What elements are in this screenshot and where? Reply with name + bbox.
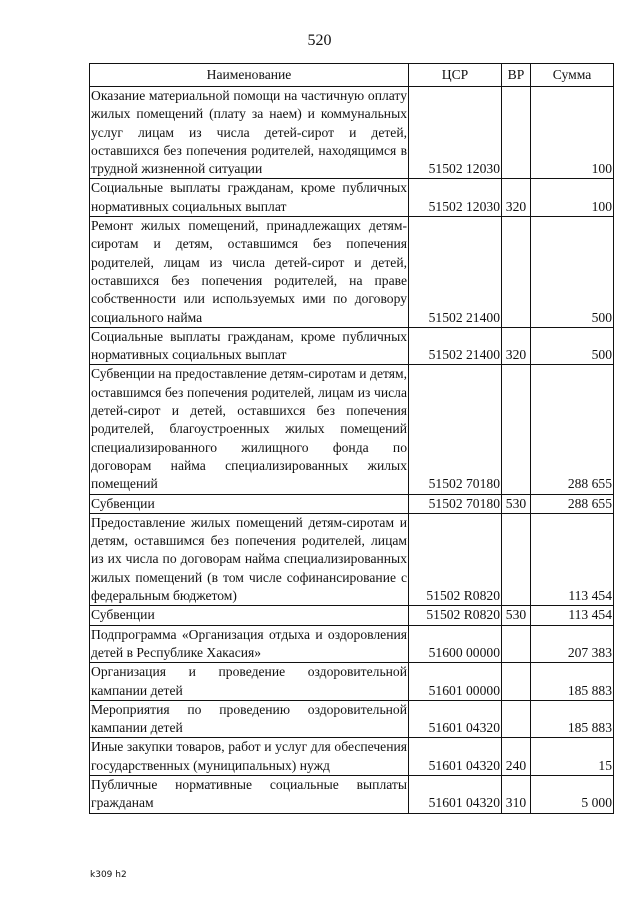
row-vr: 320 <box>502 327 531 365</box>
row-csr: 51600 00000 <box>409 625 502 663</box>
row-csr: 51502 R0820 <box>409 513 502 605</box>
row-vr <box>502 700 531 738</box>
row-vr: 530 <box>502 606 531 625</box>
table-row <box>90 365 614 494</box>
row-csr: 51601 00000 <box>409 663 502 701</box>
row-vr <box>502 217 531 328</box>
table-row <box>90 513 614 605</box>
table-header-row <box>90 64 614 87</box>
row-sum: 100 <box>531 179 614 217</box>
row-csr: 51601 04320 <box>409 738 502 776</box>
row-vr: 310 <box>502 775 531 813</box>
row-vr: 240 <box>502 738 531 776</box>
row-vr <box>502 663 531 701</box>
row-name: Социальные выплаты гражданам, кроме публичных нормативных социальных выплат <box>90 327 409 365</box>
row-sum: 113 454 <box>531 513 614 605</box>
row-csr: 51601 04320 <box>409 775 502 813</box>
row-csr: 51502 70180 <box>409 494 502 513</box>
row-sum: 207 383 <box>531 625 614 663</box>
header-vr: ВР <box>502 64 531 87</box>
row-csr: 51502 21400 <box>409 327 502 365</box>
table-row <box>90 87 614 179</box>
row-vr <box>502 513 531 605</box>
table-row <box>90 738 614 776</box>
header-csr: ЦСР <box>409 64 502 87</box>
row-name: Оказание материальной помощи на частичную оплату жилых помещений (плату за наем) и коммунальных услуг лицам из числа детей-сирот и детей, оставшихся без попечения родителей, находящимся в трудной жизненной ситуации <box>90 87 409 179</box>
row-name: Субвенции <box>90 606 409 625</box>
row-csr: 51502 12030 <box>409 87 502 179</box>
budget-table <box>89 63 614 814</box>
row-csr: 51502 21400 <box>409 217 502 328</box>
table-row <box>90 179 614 217</box>
row-sum: 100 <box>531 87 614 179</box>
row-sum: 5 000 <box>531 775 614 813</box>
row-name: Организация и проведение оздоровительной кампании детей <box>90 663 409 701</box>
table-row <box>90 494 614 513</box>
row-sum: 500 <box>531 217 614 328</box>
row-sum: 185 883 <box>531 700 614 738</box>
header-sum: Сумма <box>531 64 614 87</box>
row-sum: 185 883 <box>531 663 614 701</box>
table-row <box>90 700 614 738</box>
row-vr: 320 <box>502 179 531 217</box>
header-name: Наименование <box>90 64 409 87</box>
row-name: Иные закупки товаров, работ и услуг для обеспечения государственных (муниципальных) нужд <box>90 738 409 776</box>
row-sum: 113 454 <box>531 606 614 625</box>
row-vr <box>502 365 531 494</box>
row-name: Социальные выплаты гражданам, кроме публичных нормативных социальных выплат <box>90 179 409 217</box>
row-vr <box>502 87 531 179</box>
table-row <box>90 217 614 328</box>
row-name: Подпрограмма «Организация отдыха и оздоровления детей в Республике Хакасия» <box>90 625 409 663</box>
table-row <box>90 625 614 663</box>
row-name: Ремонт жилых помещений, принадлежащих детям-сиротам и детям, оставшимся без попечения родителей, лицам из числа детей-сирот и детей, оставшихся без попечения родителей, на праве собственности или используемых ими по договору социального найма <box>90 217 409 328</box>
table-row <box>90 663 614 701</box>
row-csr: 51502 12030 <box>409 179 502 217</box>
row-name: Предоставление жилых помещений детям-сиротам и детям, оставшимся без попечения родителей, лицам из их числа по договорам найма специализированных жилых помещений (в том числе софинансирование с федеральным бюджетом) <box>90 513 409 605</box>
row-name: Субвенции <box>90 494 409 513</box>
row-csr: 51502 70180 <box>409 365 502 494</box>
row-vr <box>502 625 531 663</box>
row-name: Субвенции на предоставление детям-сиротам и детям, оставшимся без попечения родителей, лицам из числа детей-сирот и детей, оставшихся без попечения родителей, благоустроенных жилых помещений специализированного жилищного фонда по договорам найма специализированных жилых помещений <box>90 365 409 494</box>
page-number: 520 <box>307 32 332 49</box>
row-name: Мероприятия по проведению оздоровительной кампании детей <box>90 700 409 738</box>
row-csr: 51502 R0820 <box>409 606 502 625</box>
row-sum: 288 655 <box>531 494 614 513</box>
row-vr: 530 <box>502 494 531 513</box>
row-sum: 500 <box>531 327 614 365</box>
table-row <box>90 775 614 813</box>
table-row <box>90 606 614 625</box>
row-name: Публичные нормативные социальные выплаты гражданам <box>90 775 409 813</box>
row-sum: 15 <box>531 738 614 776</box>
row-sum: 288 655 <box>531 365 614 494</box>
row-csr: 51601 04320 <box>409 700 502 738</box>
footer-code: k309 h2 <box>90 870 127 880</box>
table-row <box>90 327 614 365</box>
